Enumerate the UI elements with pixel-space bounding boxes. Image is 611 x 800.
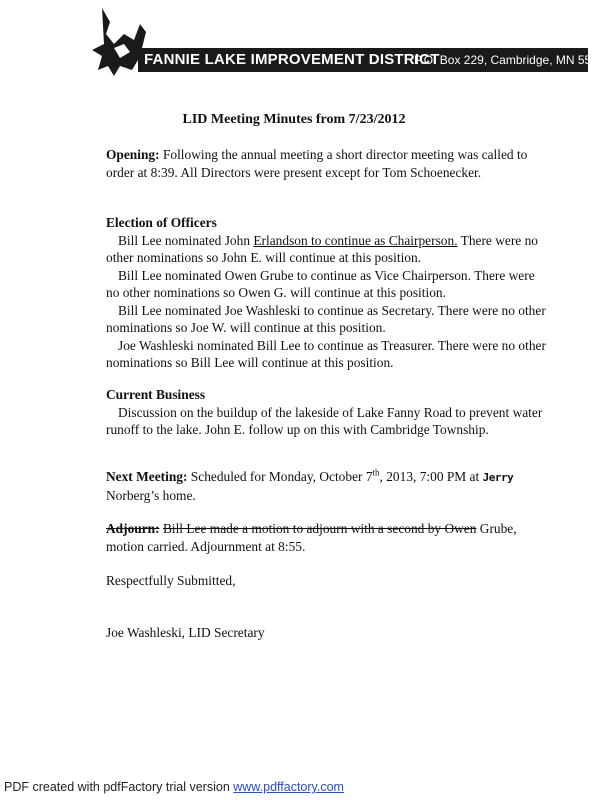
- district-address: P.O. Box 229, Cambridge, MN 55008: [414, 53, 611, 67]
- opening-label: Opening:: [106, 147, 160, 162]
- next-meeting-text-b: , 2013, 7:00 PM at: [379, 469, 483, 484]
- opening-text: Following the annual meeting a short director meeting was called to order at 8:39. All Directors were present except for Tom Schoenecker.: [106, 147, 528, 180]
- election-paragraph-3: Bill Lee nominated Joe Washleski to continue as Secretary. There were no other nominations so Joe W. will continue at this position.: [106, 302, 546, 335]
- next-meeting-handwritten: Jerry: [482, 471, 514, 484]
- district-name: FANNIE LAKE IMPROVEMENT DISTRICT: [144, 51, 440, 68]
- election-paragraph-4: Joe Washleski nominated Bill Lee to continue as Treasurer. There were no other nominations so Bill Lee will continue at this position.: [106, 337, 546, 370]
- next-meeting-text-a: Scheduled for Monday, October 7: [190, 469, 373, 484]
- adjourn-text-a: Bill Lee made a motion to adjourn with a second by Owen: [162, 521, 477, 536]
- document-title: LID Meeting Minutes from 7/23/2012: [182, 112, 406, 127]
- next-meeting-text-c: Norberg’s home.: [106, 487, 196, 503]
- signature-line: Joe Washleski, LID Secretary: [106, 625, 265, 640]
- current-business-heading: Current Business: [106, 387, 206, 402]
- footer-link[interactable]: www.pdffactory.com: [233, 780, 344, 794]
- election-paragraph-1: [106, 232, 546, 267]
- opening-section: [106, 146, 546, 181]
- election-heading: Election of Officers: [106, 215, 217, 230]
- pdf-footer: [4, 780, 344, 794]
- election-paragraph-2: Bill Lee nominated Owen Grube to continue as Vice Chairperson. There were no other nominations so Owen G. will continue at this position.: [106, 267, 535, 300]
- election-p1-underlined: Erlandson to continue as Chairperson.: [253, 232, 458, 248]
- footer-text: PDF created with pdfFactory trial version: [4, 780, 234, 794]
- adjourn-section: [106, 520, 546, 555]
- district-logo-icon: [84, 4, 154, 84]
- letterhead: [0, 0, 611, 90]
- current-business-section: [106, 386, 546, 439]
- next-meeting-label: Next Meeting:: [106, 469, 188, 484]
- next-meeting-sup: th: [372, 467, 380, 478]
- election-p1-end: There were no other nominations so John E. will continue at this position.: [106, 232, 538, 265]
- current-business-text: Discussion on the buildup of the lakeside of Lake Fanny Road to prevent water runoff to the lake. John E. follow up on this with Cambridge Township.: [106, 404, 543, 437]
- adjourn-text-b: Grube, motion carried. Adjournment at 8:55.: [106, 521, 517, 554]
- next-meeting-section: [106, 468, 546, 504]
- adjourn-label: Adjourn:: [106, 521, 160, 536]
- letterhead-bar: [138, 48, 611, 72]
- closing-line: Respectfully Submitted,: [106, 573, 236, 588]
- election-p1-start: Bill Lee nominated John: [118, 232, 254, 248]
- election-section: [106, 214, 546, 372]
